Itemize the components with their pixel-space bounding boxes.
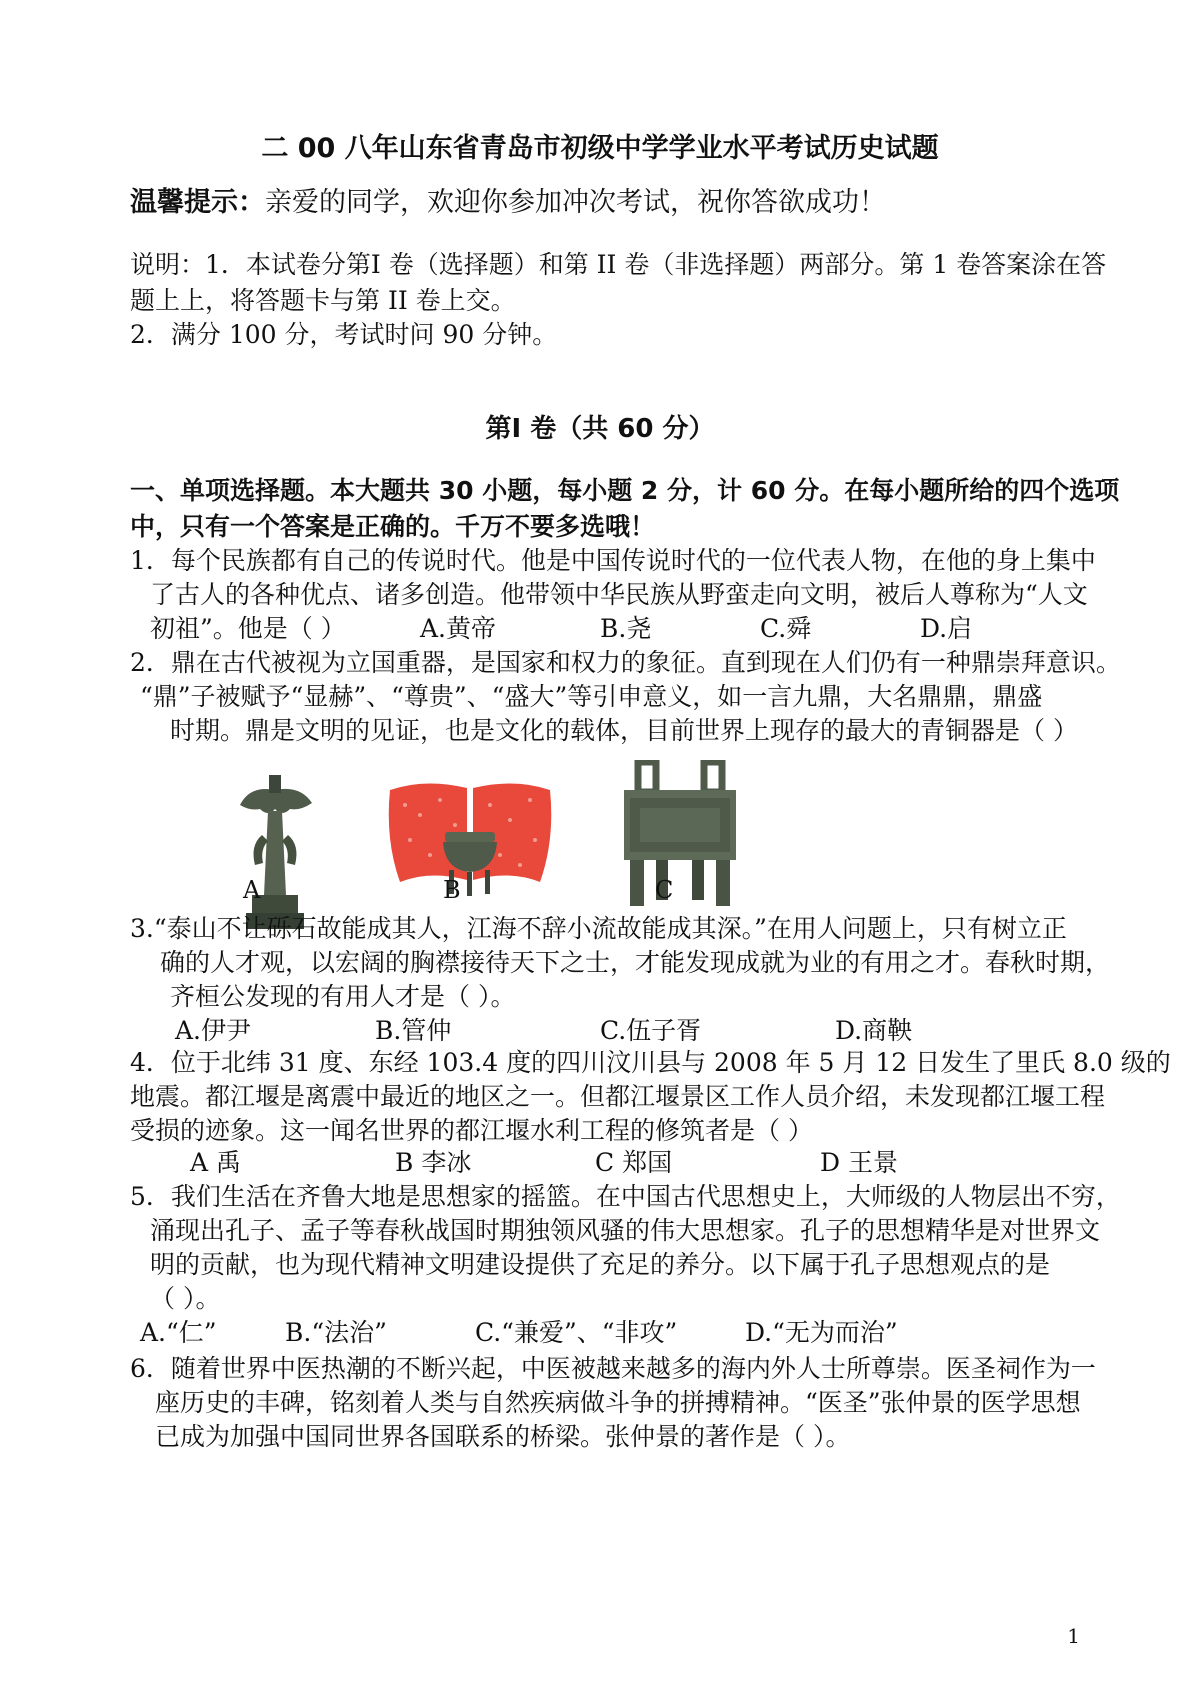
q1-option-c: C.舜 xyxy=(760,614,812,643)
square-ding-image xyxy=(620,760,740,910)
q3-option-d: D.商鞅 xyxy=(835,1016,913,1045)
tip-text: 亲爱的同学，欢迎你参加冲次考试，祝你答欲成功！ xyxy=(265,187,886,218)
tip-label: 温馨提示： xyxy=(130,187,265,218)
q3-option-c: C.伍子胥 xyxy=(600,1016,702,1045)
q1-option-d: D.启 xyxy=(920,614,973,643)
q3-option-b: B.管仲 xyxy=(375,1016,452,1045)
question-6-line: 已成为加强中国同世界各国联系的桥梁。张仲景的著作是（ ）。 xyxy=(155,1422,851,1451)
q5-option-d: D.“无为而治” xyxy=(745,1318,898,1347)
question-5-line: 5．我们生活在齐鲁大地是思想家的摇篮。在中国古代思想史上，大师级的人物层出不穷， xyxy=(130,1182,1121,1211)
note-line: 题上上，将答题卡与第 II 卷上交。 xyxy=(130,286,516,315)
question-6-line: 6．随着世界中医热潮的不断兴起，中医被越来越多的海内外人士所尊崇。医圣祠作为一 xyxy=(130,1354,1096,1383)
question-1-line: 了古人的各种优点、诸多创造。他带领中华民族从野蛮走向文明，被后人尊称为“人文 xyxy=(150,580,1088,609)
question-3-line: 3.“泰山不让砾石故能成其人，江海不辞小流故能成其深。”在用人问题上，只有树立正 xyxy=(130,914,1067,943)
question-1-line: 初祖”。他是（ ） xyxy=(150,614,346,643)
instruction-line: 中，只有一个答案是正确的。千万不要多选哦！ xyxy=(130,512,656,541)
page-title: 二 00 八年山东省青岛市初级中学学业水平考试历史试题 xyxy=(261,133,939,164)
instruction-line: 一、单项选择题。本大题共 30 小题，每小题 2 分，计 60 分。在每小题所给的四个选项 xyxy=(130,476,1120,505)
question-4-line: 地震。都江堰是离震中最近的地区之一。但都江堰景区工作人员介绍，未发现都江堰工程 xyxy=(130,1082,1106,1111)
q3-option-a: A.伊尹 xyxy=(175,1016,252,1045)
q4-option-c: C 郑国 xyxy=(595,1148,673,1177)
ding-inscription-image xyxy=(385,770,555,900)
section-title: 第Ⅰ 卷（共 60 分） xyxy=(485,414,715,444)
question-4-line: 受损的迹象。这一闻名世界的都江堰水利工程的修筑者是（ ） xyxy=(130,1116,813,1145)
q1-option-a: A.黄帝 xyxy=(420,614,497,643)
image-caption-a: A xyxy=(243,876,261,904)
question-6-line: 座历史的丰碑，铭刻着人类与自然疾病做斗争的拼搏精神。“医圣”张仲景的医学思想 xyxy=(155,1388,1081,1417)
question-5-line: 明的贡献，也为现代精神文明建设提供了充足的养分。以下属于孔子思想观点的是 xyxy=(150,1250,1051,1279)
question-3-line: 确的人才观，以宏阔的胸襟接待天下之士，才能发现成就为业的有用之才。春秋时期， xyxy=(160,948,1111,977)
image-caption-b: B xyxy=(443,876,461,904)
q5-option-b: B.“法治” xyxy=(285,1318,387,1347)
question-5-line: 涌现出孔子、孟子等春秋战国时期独领风骚的伟大思想家。孔子的思想精华是对世界文 xyxy=(150,1216,1101,1245)
q1-option-b: B.尧 xyxy=(600,614,652,643)
note-line: 说明：1．本试卷分第Ⅰ 卷（选择题）和第 II 卷（非选择题）两部分。第 1 卷答案涂在答 xyxy=(130,250,1107,279)
q5-option-a: A.“仁” xyxy=(140,1318,217,1347)
question-2-line: “鼎”子被赋予“显赫”、“尊贵”、“盛大”等引申意义，如一言九鼎，大名鼎鼎，鼎盛 xyxy=(140,682,1043,711)
q4-option-b: B 李冰 xyxy=(395,1148,472,1177)
question-3-line: 齐桓公发现的有用人才是（ ）。 xyxy=(170,982,516,1011)
q4-option-d: D 王景 xyxy=(820,1148,898,1177)
question-2-line: 2．鼎在古代被视为立国重器，是国家和权力的象征。直到现在人们仍有一种鼎崇拜意识。 xyxy=(130,648,1121,677)
q5-option-c: C.“兼爱”、“非攻” xyxy=(475,1318,678,1347)
page-number: 1 xyxy=(1067,1624,1080,1648)
image-caption-c: C xyxy=(655,876,674,904)
question-1-line: 1．每个民族都有自己的传说时代。他是中国传说时代的一位代表人物，在他的身上集中 xyxy=(130,546,1096,575)
question-5-line: （ ）。 xyxy=(150,1284,221,1313)
q4-option-a: A 禹 xyxy=(190,1148,242,1177)
question-2-line: 时期。鼎是文明的见证，也是文化的载体，目前世界上现存的最大的青铜器是（ ） xyxy=(170,716,1078,745)
note-line: 2．满分 100 分，考试时问 90 分钟。 xyxy=(130,320,558,349)
question-4-line: 4．位于北纬 31 度、东经 103.4 度的四川汶川县与 2008 年 5 月 12 日发生了里氏 8.0 级的 xyxy=(130,1048,1171,1077)
bronze-lamp-image xyxy=(230,775,320,935)
tip-line xyxy=(130,186,886,220)
